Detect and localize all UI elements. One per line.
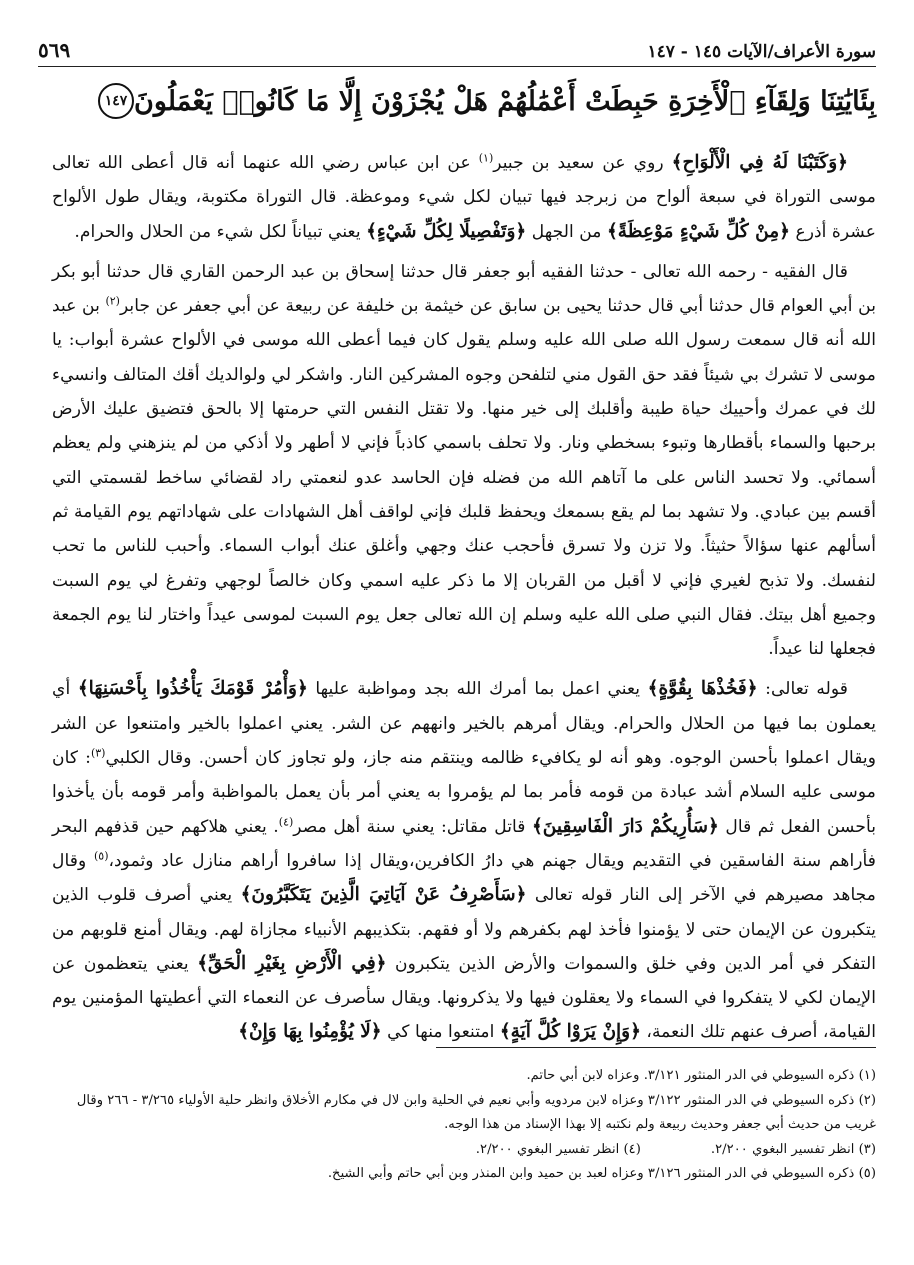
paragraph [52, 672, 876, 1049]
footnote-1: (١) ذكره السيوطي في الدر المنثور ٣/١٢١. وعزاه لابن أبي حاتم. [526, 1068, 876, 1083]
page-number: ٥٦٩ [38, 38, 71, 62]
footnotes [52, 1064, 876, 1187]
text-segment: يعني تبياناً لكل شيء من الحلال والحرام. [74, 221, 367, 242]
footnote-ref: (٣) [90, 746, 106, 760]
text-segment: قوله تعالى: [757, 679, 848, 700]
quran-quote: ﴿لَا يُؤْمِنُوا بِهَا وَإِنْ﴾ [238, 1021, 382, 1043]
verse-text: بِئَايَٰتِنَا وَلِقَآءِ ٱلْأَخِرَةِ حَبِطَتْ أَعْمَٰلُهُمْ هَلْ يُجْزَوْنَ إِلَّا مَا كَانُوا۟ يَعْمَلُونَ [134, 85, 876, 117]
footnote-3: (٣) انظر تفسير البغوي ٢/٢٠٠. [710, 1141, 876, 1157]
text-segment: : كان موسى عليه السلام أشد عبادة من قومه فأمر بما لم يؤمروا به يعني أمر بأن يعمل بالمواظبة وأمر قومه بأن يأخذوا بأحسن الفعل ثم قال [52, 748, 877, 837]
footnote-ref: (١) [478, 151, 494, 165]
quran-quote: ﴿فِي الْأَرْضِ بِغَيْرِ الْحَقِّ﴾ [197, 952, 387, 974]
footnote-ref: (٤) [278, 814, 294, 828]
text-segment: وقال مجاهد مصيرهم في الآخر إلى النار قوله تعالى [52, 850, 876, 906]
commentary-body [52, 146, 876, 1056]
footnote-row-3-4 [52, 1138, 876, 1163]
verse-banner [58, 72, 876, 130]
text-segment: عن ابن عباس رضي الله عنهما أنه قال أعطى الله تعالى موسى التوراة في سبعة ألواح من زبرجد فيها تبيان لكل شيء وموعظة. قال التوراة مكتوبة، ويقال طول الألواح عشرة أذرع [52, 153, 876, 242]
text-segment: قال الفقيه - رحمه الله تعالى - حدثنا الفقيه أبو جعفر قال حدثنا إسحاق بن عبد الرحمن القاري قال حدثنا أبو بكر بن أبي العوام قال حدثنا أبي قال حدثنا يحيى بن سابق عن خيثمة بن خليفة عن ربيعة عن أبي جعفر عن جابر [52, 261, 876, 317]
quran-quote: ﴿سَأَصْرِفُ عَنْ آيَاتِيَ الَّذِينَ يَتَكَبَّرُونَ﴾ [240, 884, 527, 906]
quran-quote: ﴿وَأْمُرْ قَوْمَكَ يَأْخُذُوا بِأَحْسَنِهَا﴾ [77, 678, 308, 700]
quran-quote: ﴿وَكَتَبْنَا لَهُ فِي الْأَلْوَاحِ﴾ [671, 152, 848, 173]
quran-quote: ﴿وَتَفْصِيلًا لِكُلِّ شَيْءٍ﴾ [366, 220, 527, 242]
footnote-divider [436, 1047, 876, 1048]
text-segment: امتنعوا منها كي [381, 1022, 500, 1043]
quran-quote: ﴿مِنْ كُلِّ شَيْءٍ مَوْعِظَةً﴾ [606, 220, 790, 242]
footnote-ref: (٢) [105, 294, 120, 308]
quran-quote: ﴿سَأُرِيكُمْ دَارَ الْفَاسِقِينَ﴾ [531, 815, 719, 837]
quran-quote: ﴿فَخُذْهَا بِقُوَّةٍ﴾ [647, 678, 758, 700]
footnote-5: (٥) ذكره السيوطي في الدر المنثور ٣/١٢٦ وعزاه لعبد بن حميد وابن المنذر وبن أبي حاتم وأبي الشيخ. [327, 1166, 876, 1181]
text-segment: بن عبد الله أنه قال سمعت رسول الله صلى الله عليه وسلم يقول كان فيما أعطى الله موسى في الألواح عشرة أبواب: يا موسى لا تشرك بي شيئاً فقد حق القول مني لتلفحن وجوه المشركين النار. واشكر لي ولوالديك أقك المتالف وانسيء لك في عمرك وأحييك حياة طيبة وأقلبك إلى خير منها. ولا تقتل النفس التي حرمتها إلا بالحق فتضيق عليك الأرض برحبها والسماء بأقطارها وتبوء بسخطي ونار. ولا تحلف باسمي كاذباً فإني لا أطهر ولا أذكي من لم ينزهني ولم يعظم أسمائي. ولا تحسد الناس على ما آتاهم الله من فضله فإن الحاسد عدو لنعمتي راد لقضائي ساخط لقسمتي التي أقسم بين عبادي. ولا تشهد بما لم يقع بسمعك ويحفظ قلبك فإني لواقف أهل الشهادات على شهاداتهم يوم القيامة ثم أسألهم عنها سؤالاً حثيثاً. ولا تزن ولا تسرق فأحجب عنك وجهي وأغلق عنك أبواب السماء. وأحبب للناس ما تحب لنفسك. ولا تذبح لغيري فإني لا أقبل من القربان إلا ما ذكر عليه اسمي وكان خالصاً لوجهي وتفرغ لي يوم السبت وجميع أهل بيتك. فقال النبي صلى الله عليه وسلم إن الله تعالى جعل يوم السبت لموسى عيداً واختار لنا يوم الجمعة فجعلها لنا عيداً. [52, 296, 876, 660]
text-segment: يعني اعمل بما أمرك الله بجد ومواظبة عليها [307, 679, 648, 700]
running-title: سورة الأعراف/الآيات ١٤٥ - ١٤٧ [647, 42, 876, 62]
paragraph [52, 255, 876, 667]
text-segment: يعني أصرف قلوب الذين يتكبرون عن الإيمان حتى لا يؤمنوا فأخذ لهم بكفرهم ولا أو فقهم. بتكذيبهم الأنبياء مجازاة لهم. ويقال أمنع قلوبهم من التفكر في أمر الدين وفي خلق والسموات والأرض الذين يتكبرون [52, 885, 876, 974]
footnote-ref: (٥) [93, 849, 109, 863]
text-segment: روي عن سعيد بن جبير [493, 153, 672, 173]
text-segment: قاتل مقاتل: يعني سنة أهل مصر [293, 816, 532, 837]
text-segment: أي يعملون بما فيها من الحلال والحرام. ويقال أمرهم بالخير وانههم عن الشر. يعني اعملوا بالخير وامتنعوا عن الشر ويقال اعملوا بأحسن الوجوه. وهو أنه لو يكافيء ظالمه وينتقم منه جاز، ولو تجاوز كان أحسن. وقال الكلبي [52, 679, 877, 769]
footnote-4: (٤) انظر تفسير البغوي ٢/٢٠٠. [475, 1141, 641, 1157]
paragraph [52, 146, 876, 249]
text-segment: . يعني هلاكهم حين قذفهم البحر فأراهم سنة الفاسقين في التقديم ويقال جهنم هي دارُ الكافرين،ويقال إذا سافروا أراهم منازل عاد وثمود، [52, 816, 876, 871]
footnote-2: (٢) ذكره السيوطي في الدر المنثور ٣/١٢٢ وعزاه لابن مردويه وأبي نعيم في الحلية وابن لال في مكارم الأخلاق وانظر حلية الأولياء ٣/٢٦٥ - ٢٦٦ وقال غريب من حديث أبي جعفر وحديث ربيعة ولم نكتبه إلا بهذا الإسناد من هذا الوجه. [76, 1092, 876, 1132]
quran-quote: ﴿وَإِنْ يَرَوْا كُلَّ آيَةٍ﴾ [499, 1021, 641, 1043]
text-segment: من الجهل [526, 221, 607, 242]
verse-number-marker: ١٤٧ [98, 83, 134, 119]
page-header [38, 28, 876, 67]
text-segment: يعني يتعظمون عن الإيمان لكي لا يتفكروا في السماء ولا يعقلون فيها ولا يذكرونها. ويقال سأصرف عن النعماء التي أعطيتها المؤمنين يوم القيامة، أصرف عنهم تلك النعمة، [52, 953, 876, 1043]
